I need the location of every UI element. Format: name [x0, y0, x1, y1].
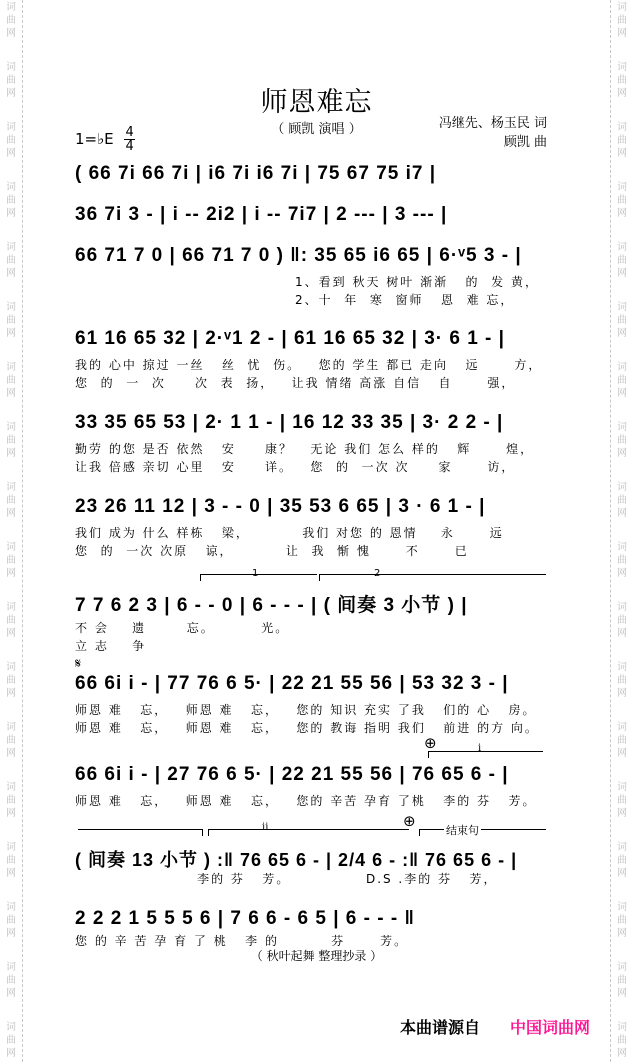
lyrics-line-5-verse-1: 勤劳 的您 是否 依然 安 康？ 无论 我们 怎么 样的 辉 煌，: [75, 442, 535, 456]
watermark-glyph: 曲: [617, 135, 627, 146]
volta-ii-bracket: [208, 829, 409, 836]
watermark-glyph: 曲: [617, 555, 627, 566]
watermark-glyph: 曲: [617, 75, 627, 86]
watermark-glyph: 网: [617, 808, 627, 819]
watermark-glyph: 网: [6, 28, 16, 39]
watermark-right: [610, 0, 633, 1062]
lyricist: 冯继先、杨玉民 词: [438, 116, 547, 131]
watermark-glyph: 曲: [617, 855, 627, 866]
watermark-glyph: 网: [617, 928, 627, 939]
watermark-glyph: 网: [617, 868, 627, 879]
watermark-glyph: 词: [617, 962, 627, 973]
lyrics-line-7-verse-2: 立 志 争: [75, 639, 147, 653]
watermark-glyph: 网: [617, 88, 627, 99]
watermark-glyph: 曲: [617, 315, 627, 326]
watermark-glyph: 词: [6, 182, 16, 193]
watermark-glyph: 曲: [6, 495, 16, 506]
watermark-glyph: 词: [6, 842, 16, 853]
watermark-glyph: 网: [6, 688, 16, 699]
segno-icon: 𝄋: [75, 656, 82, 672]
watermark-glyph: 网: [6, 868, 16, 879]
watermark-glyph: 词: [6, 662, 16, 673]
watermark-glyph: 网: [6, 148, 16, 159]
lyrics-line-3-verse-1: 1、看到 秋天 树叶 渐渐 的 发 黄，: [295, 275, 539, 289]
watermark-glyph: 网: [6, 88, 16, 99]
lyrics-line-3-verse-2: 2、十 年 寒 窗师 恩 难 忘，: [295, 293, 515, 307]
watermark-glyph: 词: [617, 842, 627, 853]
score-line-5: 33 35 65 53 | 2· 1 1 - | 16 12 33 35 | 3· 2 2 - |: [75, 412, 504, 433]
watermark-glyph: 词: [617, 602, 627, 613]
coda-icon: ⊕: [424, 734, 437, 752]
watermark-glyph: 词: [617, 302, 627, 313]
watermark-glyph: 曲: [6, 15, 16, 26]
watermark-glyph: 曲: [6, 1035, 16, 1046]
coda-icon-2: ⊕: [403, 812, 416, 830]
watermark-glyph: 词: [6, 2, 16, 13]
watermark-glyph: 词: [617, 782, 627, 793]
watermark-glyph: 网: [617, 268, 627, 279]
watermark-glyph: 曲: [6, 75, 16, 86]
lyrics-line-4-verse-1: 我的 心中 掠过 一丝 丝 忧 伤。 您的 学生 都已 走向 远 方，: [75, 358, 543, 372]
volta-i-label: i: [478, 743, 482, 754]
lyrics-line-8-verse-1: 师恩 难 忘， 师恩 难 忘， 您的 知识 充实 了我 们的 心 房。: [75, 703, 537, 717]
watermark-glyph: 曲: [6, 795, 16, 806]
song-title: 师恩难忘: [260, 87, 373, 118]
key-signature: [75, 126, 135, 153]
watermark-glyph: 词: [617, 122, 627, 133]
watermark-glyph: 曲: [6, 855, 16, 866]
watermark-left: [0, 0, 23, 1062]
watermark-glyph: 词: [6, 362, 16, 373]
watermark-glyph: 网: [6, 808, 16, 819]
lyrics-line-11: 您 的 辛 苦 孕 育 了 桃 李 的 芬 芳。: [75, 934, 409, 948]
watermark-glyph: 词: [6, 542, 16, 553]
lyrics-line-10: 李的 芬 芳。 D.S .李的 芬 芳，: [75, 872, 498, 886]
watermark-glyph: 网: [6, 508, 16, 519]
time-signature: $\frac{4}{4}$: [125, 125, 134, 154]
watermark-glyph: 词: [617, 62, 627, 73]
watermark-glyph: 网: [617, 748, 627, 759]
watermark-glyph: 网: [6, 328, 16, 339]
watermark-glyph: 曲: [6, 675, 16, 686]
lyrics-line-5-verse-2: 让我 倍感 亲切 心里 安 详。 您 的 一次 次 家 访，: [75, 460, 516, 474]
watermark-glyph: 曲: [617, 495, 627, 506]
key-label: 1=♭E: [75, 130, 114, 148]
watermark-glyph: 网: [6, 928, 16, 939]
score-line-6: 23 26 11 12 | 3 - - 0 | 35 53 6 65 | 3 · 6 1 - |: [75, 496, 486, 517]
watermark-glyph: 曲: [617, 675, 627, 686]
score-line-9: 66 6i i - | 27 76 6 5· | 22 21 55 56 | 76 65 6 - |: [75, 764, 509, 785]
watermark-glyph: 曲: [6, 255, 16, 266]
watermark-glyph: 词: [617, 422, 627, 433]
watermark-glyph: 曲: [617, 375, 627, 386]
watermark-glyph: 词: [617, 662, 627, 673]
watermark-glyph: 词: [6, 602, 16, 613]
watermark-glyph: 网: [617, 328, 627, 339]
lyrics-line-6-verse-2: 您 的 一次 次原 谅， 让 我 惭 愧 不 已: [75, 544, 469, 558]
watermark-glyph: 曲: [617, 735, 627, 746]
first-ending-bracket: [200, 574, 317, 581]
score-line-3: 66 71 7 0 | 66 71 7 0 ) ‖: 35 65 i6 65 | 6·ᵛ5 3 - |: [75, 245, 522, 266]
watermark-glyph: 网: [617, 28, 627, 39]
performer: （ 顾凯 演唱 ）: [271, 122, 362, 137]
ending-phrase-bracket: [419, 829, 546, 836]
watermark-glyph: 网: [617, 568, 627, 579]
lyrics-line-4-verse-2: 您 的 一 次 次 表 扬， 让我 情绪 高涨 自信 自 强，: [75, 376, 516, 390]
volta-i-bracket: [428, 751, 543, 758]
watermark-glyph: 网: [6, 628, 16, 639]
watermark-glyph: 词: [6, 422, 16, 433]
watermark-glyph: 曲: [6, 735, 16, 746]
watermark-glyph: 网: [617, 508, 627, 519]
lyrics-line-7-verse-1: 不 会 遗 忘。 光。: [75, 621, 290, 635]
ending-phrase-label: 结束句: [446, 824, 479, 837]
watermark-glyph: 网: [6, 208, 16, 219]
watermark-glyph: 曲: [6, 615, 16, 626]
watermark-glyph: 网: [6, 448, 16, 459]
watermark-glyph: 词: [617, 242, 627, 253]
watermark-glyph: 词: [6, 302, 16, 313]
watermark-glyph: 词: [6, 242, 16, 253]
watermark-glyph: 曲: [6, 135, 16, 146]
watermark-glyph: 曲: [6, 975, 16, 986]
site-name-link[interactable]: 中国词曲网: [510, 1018, 591, 1037]
watermark-glyph: 网: [6, 268, 16, 279]
score-line-10: ( 间奏 13 小节 ) :‖ 76 65 6 - | 2/4 6 - :‖ 76 65 6 - |: [75, 850, 518, 870]
watermark-glyph: 词: [617, 182, 627, 193]
watermark-glyph: 网: [617, 1048, 627, 1059]
watermark-glyph: 词: [6, 482, 16, 493]
watermark-glyph: 词: [6, 782, 16, 793]
watermark-glyph: 网: [617, 988, 627, 999]
second-ending-bracket: [319, 574, 546, 581]
watermark-glyph: 网: [6, 988, 16, 999]
watermark-glyph: 曲: [6, 435, 16, 446]
first-ending-label: 1: [252, 568, 259, 579]
watermark-glyph: 词: [6, 62, 16, 73]
watermark-glyph: 网: [617, 448, 627, 459]
watermark-glyph: 曲: [6, 555, 16, 566]
watermark-glyph: 曲: [6, 195, 16, 206]
watermark-glyph: 词: [617, 482, 627, 493]
source-label: 本曲谱源自: [400, 1018, 481, 1037]
watermark-glyph: 曲: [6, 915, 16, 926]
watermark-glyph: 词: [6, 1022, 16, 1033]
score-line-4: 61 16 65 32 | 2·ᵛ1 2 - | 61 16 65 32 | 3· 6 1 - |: [75, 328, 505, 349]
watermark-glyph: 曲: [617, 795, 627, 806]
watermark-glyph: 曲: [617, 975, 627, 986]
watermark-glyph: 曲: [617, 195, 627, 206]
watermark-glyph: 曲: [6, 315, 16, 326]
watermark-glyph: 曲: [617, 255, 627, 266]
watermark-glyph: 词: [617, 902, 627, 913]
lyrics-line-9: 师恩 难 忘， 师恩 难 忘， 您的 辛苦 孕育 了桃 李的 芬 芳。: [75, 794, 537, 808]
watermark-glyph: 网: [617, 628, 627, 639]
watermark-glyph: 网: [6, 748, 16, 759]
score-line-7: 7 7 6 2 3 | 6 - - 0 | 6 - - - | ( 间奏 3 小节 ) |: [75, 595, 468, 616]
score-line-11: 2 2 2 1 5 5 5 6 | 7 6 6 - 6 5 | 6 - - - ‖: [75, 908, 415, 929]
watermark-glyph: 网: [617, 388, 627, 399]
watermark-glyph: 曲: [6, 375, 16, 386]
watermark-glyph: 曲: [617, 435, 627, 446]
watermark-glyph: 词: [6, 722, 16, 733]
transcription-credit: （ 秋叶起舞 整理抄录 ）: [250, 949, 383, 963]
watermark-glyph: 词: [6, 962, 16, 973]
watermark-glyph: 曲: [617, 615, 627, 626]
composer: 顾凯 曲: [503, 135, 547, 150]
watermark-glyph: 曲: [617, 1035, 627, 1046]
second-ending-label: 2: [374, 568, 381, 579]
watermark-glyph: 词: [617, 542, 627, 553]
watermark-glyph: 词: [6, 902, 16, 913]
score-line-1: ( 66 7i 66 7i | i6 7i i6 7i | 75 67 75 i7 |: [75, 163, 437, 184]
watermark-glyph: 词: [617, 2, 627, 13]
watermark-glyph: 词: [617, 722, 627, 733]
watermark-glyph: 词: [617, 362, 627, 373]
lyrics-line-6-verse-1: 我们 成为 什么 样栋 梁， 我们 对您 的 恩情 永 远: [75, 526, 504, 540]
watermark-glyph: 网: [617, 148, 627, 159]
watermark-glyph: 曲: [617, 15, 627, 26]
watermark-glyph: 网: [617, 688, 627, 699]
watermark-glyph: 词: [617, 1022, 627, 1033]
watermark-glyph: 网: [6, 568, 16, 579]
volta-ii-label: ii: [262, 822, 269, 833]
score-line-8: 66 6i i - | 77 76 6 5· | 22 21 55 56 | 53 32 3 - |: [75, 673, 509, 694]
watermark-glyph: 词: [6, 122, 16, 133]
watermark-glyph: 网: [617, 208, 627, 219]
watermark-glyph: 网: [6, 1048, 16, 1059]
lyrics-line-8-verse-2: 师恩 难 忘， 师恩 难 忘， 您的 教诲 指明 我们 前进 的方 向。: [75, 721, 539, 735]
interlude-bracket: [78, 829, 203, 836]
watermark-glyph: 网: [6, 388, 16, 399]
score-line-2: 36 7i 3 - | i -- 2i2 | i -- 7i7 | 2 --- | 3 --- |: [75, 204, 448, 225]
watermark-glyph: 曲: [617, 915, 627, 926]
